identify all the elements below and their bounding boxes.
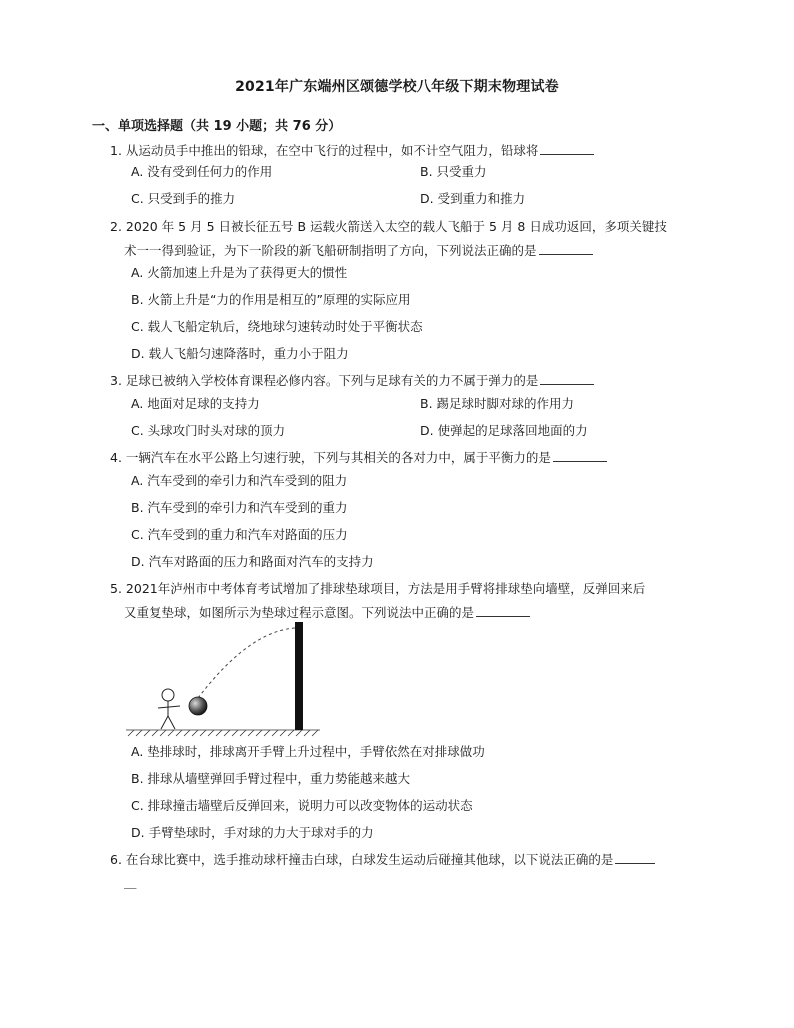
question-2-option-c[interactable]: C. 载人飞船定轨后，绕地球匀速转动时处于平衡状态 — [131, 319, 423, 334]
question-3-option-c[interactable]: C. 头球攻门时头对球的顶力 — [131, 423, 286, 438]
question-text: 从运动员手中推出的铅球，在空中飞行的过程中，如不计空气阻力，铅球将 — [125, 143, 539, 158]
question-text: 术一一得到验证，为下一阶段的新飞船研制指明了方向，下列说法正确的是 — [124, 243, 537, 258]
question-3-stem — [110, 372, 594, 390]
question-1-stem — [110, 142, 594, 160]
question-3-option-b[interactable]: B. 踢足球时脚对球的作用力 — [420, 396, 575, 411]
volleyball — [189, 697, 207, 715]
question-number: 4. — [110, 450, 122, 465]
question-6-stem — [110, 851, 655, 869]
player-figure — [158, 689, 180, 729]
question-number: 1. — [110, 143, 122, 158]
answer-blank[interactable] — [540, 142, 594, 155]
question-number: 2. — [110, 219, 122, 234]
question-2-option-a[interactable]: A. 火箭加速上升是为了获得更大的惯性 — [131, 265, 348, 280]
question-text: 一辆汽车在水平公路上匀速行驶，下列与其相关的各对力中，属于平衡力的是 — [125, 450, 551, 465]
answer-blank[interactable] — [476, 604, 530, 617]
question-5-option-a[interactable]: A. 垫排球时，排球离开手臂上升过程中，手臂依然在对排球做功 — [131, 744, 485, 759]
exam-title: 2021年广东端州区颂德学校八年级下期末物理试卷 — [235, 79, 559, 95]
question-5-option-c[interactable]: C. 排球撞击墙壁后反弹回来，说明力可以改变物体的运动状态 — [131, 798, 473, 813]
question-3-option-d[interactable]: D. 使弹起的足球落回地面的力 — [420, 423, 588, 438]
ground-hatching — [126, 730, 320, 736]
question-4-option-b[interactable]: B. 汽车受到的牵引力和汽车受到的重力 — [131, 500, 348, 515]
question-1-option-b[interactable]: B. 只受重力 — [420, 164, 487, 179]
question-text: 在台球比赛中，选手推动球杆撞击白球，白球发生运动后碰撞其他球，以下说法正确的是 — [125, 852, 614, 867]
question-number: 3. — [110, 373, 122, 388]
question-6-continuation: ＿ — [124, 875, 137, 890]
answer-blank[interactable] — [553, 449, 607, 462]
question-1-option-d[interactable]: D. 受到重力和推力 — [420, 191, 526, 206]
section-heading: 一、单项选择题（共 19 小题；共 76 分） — [92, 119, 342, 134]
wall — [295, 622, 303, 730]
answer-blank[interactable] — [615, 851, 655, 864]
question-1-option-c[interactable]: C. 只受到手的推力 — [131, 191, 236, 206]
question-2-option-b[interactable]: B. 火箭上升是“力的作用是相互的”原理的实际应用 — [131, 292, 411, 307]
question-number: 6. — [110, 852, 122, 867]
question-5-option-b[interactable]: B. 排球从墙壁弹回手臂过程中，重力势能越来越大 — [131, 771, 411, 786]
answer-blank[interactable] — [540, 372, 594, 385]
question-3-option-a[interactable]: A. 地面对足球的支持力 — [131, 396, 260, 411]
question-4-option-a[interactable]: A. 汽车受到的牵引力和汽车受到的阻力 — [131, 473, 348, 488]
question-2-option-d[interactable]: D. 载人飞船匀速降落时，重力小于阻力 — [131, 346, 349, 361]
question-5-stem-line1 — [110, 580, 645, 598]
question-2-stem-line1 — [110, 218, 667, 236]
question-4-stem — [110, 449, 607, 467]
question-2-stem-line2 — [124, 242, 593, 260]
question-4-option-c[interactable]: C. 汽车受到的重力和汽车对路面的压力 — [131, 527, 348, 542]
ball-trajectory — [198, 628, 296, 698]
question-text: 又重复垫球，如图所示为垫球过程示意图。下列说法中正确的是 — [124, 605, 475, 620]
question-text: 足球已被纳入学校体育课程必修内容。下列与足球有关的力不属于弹力的是 — [125, 373, 539, 388]
question-4-option-d[interactable]: D. 汽车对路面的压力和路面对汽车的支持力 — [131, 554, 374, 569]
question-5-option-d[interactable]: D. 手臂垫球时，手对球的力大于球对手的力 — [131, 825, 374, 840]
question-text: 2021年泸州市中考体育考试增加了排球垫球项目，方法是用手臂将排球垫向墙壁，反弹回来后 — [125, 581, 646, 596]
question-1-option-a[interactable]: A. 没有受到任何力的作用 — [131, 164, 273, 179]
volleyball-diagram — [120, 618, 330, 740]
answer-blank[interactable] — [539, 242, 593, 255]
question-text: 2020 年 5 月 5 日被长征五号 B 运载火箭送入太空的载人飞船于 5 月 8 日成功返回，多项关键技 — [125, 219, 667, 234]
question-number: 5. — [110, 581, 122, 596]
